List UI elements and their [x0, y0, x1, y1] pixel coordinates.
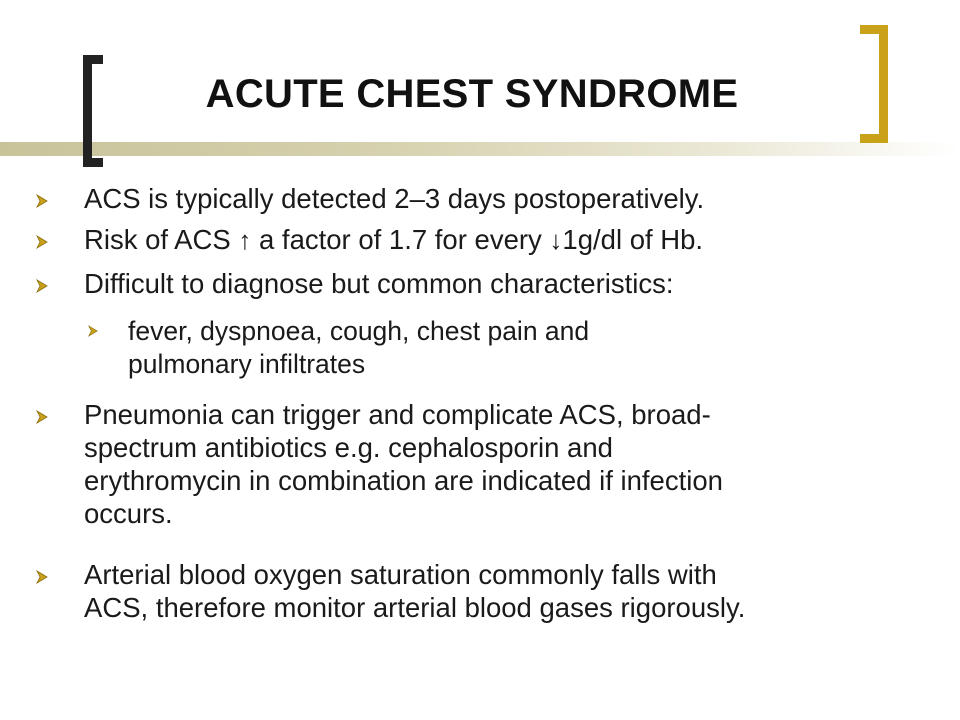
bullet-2-text: [84, 223, 703, 257]
bullet-arrow-icon: [36, 279, 48, 293]
bullet-6-line-2: ACS, therefore monitor arterial blood gases rigorously.: [84, 592, 746, 623]
bullet-5-line-1: Pneumonia can trigger and complicate ACS, broad-: [84, 399, 711, 430]
bullet-5-line-2: spectrum antibiotics e.g. cephalosporin and: [84, 432, 613, 463]
sub-bullet-text: [128, 315, 589, 381]
bullet-6-line-1: Arterial blood oxygen saturation commonly falls with: [84, 559, 717, 590]
sub-bullet-line-2: pulmonary infiltrates: [128, 349, 366, 379]
bullet-2-part-a: Risk of ACS: [84, 224, 239, 255]
bullet-5-text: [84, 398, 723, 530]
bullet-3-text: Difficult to diagnose but common characteristics:: [84, 268, 674, 299]
down-arrow-icon: ↓: [549, 225, 563, 255]
bullet-6-text: [84, 558, 745, 624]
bullet-5-line-3: erythromycin in combination are indicated if infection: [84, 465, 723, 496]
bullet-arrow-icon: [36, 194, 48, 208]
bullet-2-part-b: a factor of 1.7 for every: [251, 224, 550, 255]
bullet-arrow-icon: [36, 235, 48, 249]
bullet-arrow-icon: [36, 410, 48, 424]
bullet-2-part-c: 1g/dl of Hb.: [562, 224, 704, 255]
sub-bullet-line-1: fever, dyspnoea, cough, chest pain and: [128, 316, 590, 346]
up-arrow-icon: ↑: [238, 225, 252, 255]
bullet-1-text: ACS is typically detected 2–3 days postoperatively.: [84, 183, 705, 214]
sub-bullet-arrow-icon: [88, 325, 98, 337]
slide-title: ACUTE CHEST SYNDROME: [205, 72, 739, 116]
bullet-arrow-icon: [36, 570, 48, 584]
bullet-5-line-4: occurs.: [84, 498, 173, 529]
